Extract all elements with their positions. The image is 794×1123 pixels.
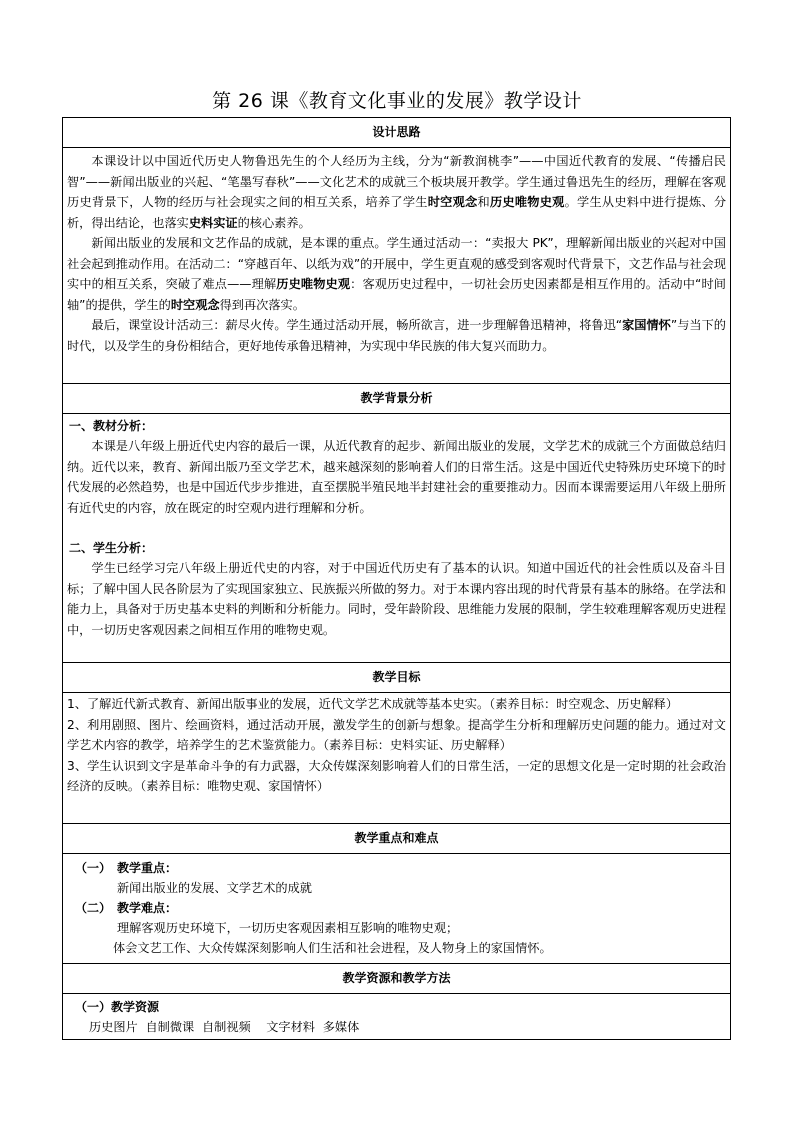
key-focus-heading: （一） 教学重点： xyxy=(75,861,178,875)
key-focus-text: 新闻出版业的发展、文学艺术的成就 xyxy=(117,881,312,895)
section-heading-goals: 教学目标 xyxy=(63,663,730,693)
key-difficulty-text-1: 理解客观历史环境下，一切历史客观因素相互影响的唯物史观； xyxy=(117,921,459,935)
section-heading-background: 教学背景分析 xyxy=(63,384,730,414)
page-title: 第 26 课《教育文化事业的发展》教学设计 xyxy=(212,90,582,112)
design-paragraph-3: 最后，课堂设计活动三：薪尽火传。学生通过活动开展，畅所欲言，进一步理解鲁迅精神，将鲁迅“家国情怀”与当下的时代，以及学生的身份相结合，更好地传承鲁迅精神，为实现中华民族的伟大复兴而助力。 xyxy=(67,318,726,353)
textbook-analysis-heading: 一、教材分析： xyxy=(69,419,154,433)
section-heading-keypoints: 教学重点和难点 xyxy=(63,824,730,854)
design-paragraph-2: 新闻出版业的发展和文艺作品的成就，是本课的重点。学生通过活动一：“卖报大 PK”，理解新闻出版业的兴起对中国社会起到推动作用。在活动二：“穿越百年、以纸为戏”的开展中，学生更直观的感受到客观时代背景下，文艺作品与社会现实中的相互关系，突破了难点——理解历史唯物史观：客观历史过程中，一切社会历史因素都是相互作用的。活动中“时间轴”的提供，学生的时空观念得到再次落实。 xyxy=(67,236,726,312)
goal-item: 3、学生认识到文字是革命斗争的有力武器，大众传媒深刻影响着人们的日常生活，一定的思想文化是一定时期的社会政治经济的反映。（素养目标：唯物史观、家国情怀） xyxy=(67,758,726,793)
design-paragraph-1: 本课设计以中国近代历史人物鲁迅先生的个人经历为主线，分为“新教润桃李”——中国近代教育的发展、“传播启民智”——新闻出版业的兴起、“笔墨写春秋”——文化艺术的成就三个板块展开教学。学生通过鲁迅先生的经历，理解在客观历史背景下，人物的经历与社会现实之间的相互关系，培养了学生时空观念和历史唯物史观。学生从史料中进行提炼、分析，得出结论，也落实史料实证的核心素养。 xyxy=(67,154,727,230)
key-difficulty-text-2: 体会文艺工作、大众传媒深刻影响人们生活和社会进程，及人物身上的家国情怀。 xyxy=(113,941,552,955)
resources-heading: （一）教学资源 xyxy=(75,1000,160,1014)
goals-section xyxy=(63,693,730,824)
key-difficulty-heading: （二） 教学难点： xyxy=(75,901,178,915)
student-analysis-text: 学生已经学习完八年级上册近代史的内容，对于中国近代历史有了基本的认识。知道中国近代的社会性质以及奋斗目标；了解中国人民各阶层为了实现国家独立、民族振兴所做的努力。对于本课内容出现的时代背景有基本的脉络。在学法和能力上，具备对于历史基本史料的判断和分析能力。同时，受年龄阶段、思维能力发展的限制，学生较难理解客观历史进程中，一切历史客观因素之间相互作用的唯物史观。 xyxy=(67,561,726,637)
resources-list: 历史图片 自制微课 自制视频 文字材料 多媒体 xyxy=(89,1020,360,1034)
goal-item: 2、利用剧照、图片、绘画资料，通过活动开展，激发学生的创新与想象。提高学生分析和理解历史问题的能力。通过对文学艺术内容的教学，培养学生的艺术鉴赏能力。（素养目标：史料实证、历史解释） xyxy=(67,717,726,752)
section-heading-design: 设计思路 xyxy=(63,118,730,148)
section-heading-resources: 教学资源和教学方法 xyxy=(63,964,730,994)
design-section xyxy=(63,148,730,384)
resources-section xyxy=(63,994,730,1039)
background-section xyxy=(63,414,730,663)
student-analysis-heading: 二、学生分析： xyxy=(69,541,154,555)
keypoints-section xyxy=(63,854,730,964)
lesson-plan-table xyxy=(62,117,731,1040)
goal-item: 1、了解近代新式教育、新闻出版事业的发展，近代文学艺术成就等基本史实。（素养目标：时空观念、历史解释） xyxy=(67,697,679,711)
textbook-analysis-text: 本课是八年级上册近代史内容的最后一课，从近代教育的起步、新闻出版业的发展，文学艺术的成就三个方面做总结归纳。近代以来，教育、新闻出版乃至文学艺术，越来越深刻的影响着人们的日常生活。这是中国近代史特殊历史环境下的时代发展的必然趋势，也是中国近代步步推进，直至摆脱半殖民地半封建社会的重要推动力。因而本课需要运用八年级上册所有近代史的内容，放在既定的时空观内进行理解和分析。 xyxy=(67,439,726,515)
